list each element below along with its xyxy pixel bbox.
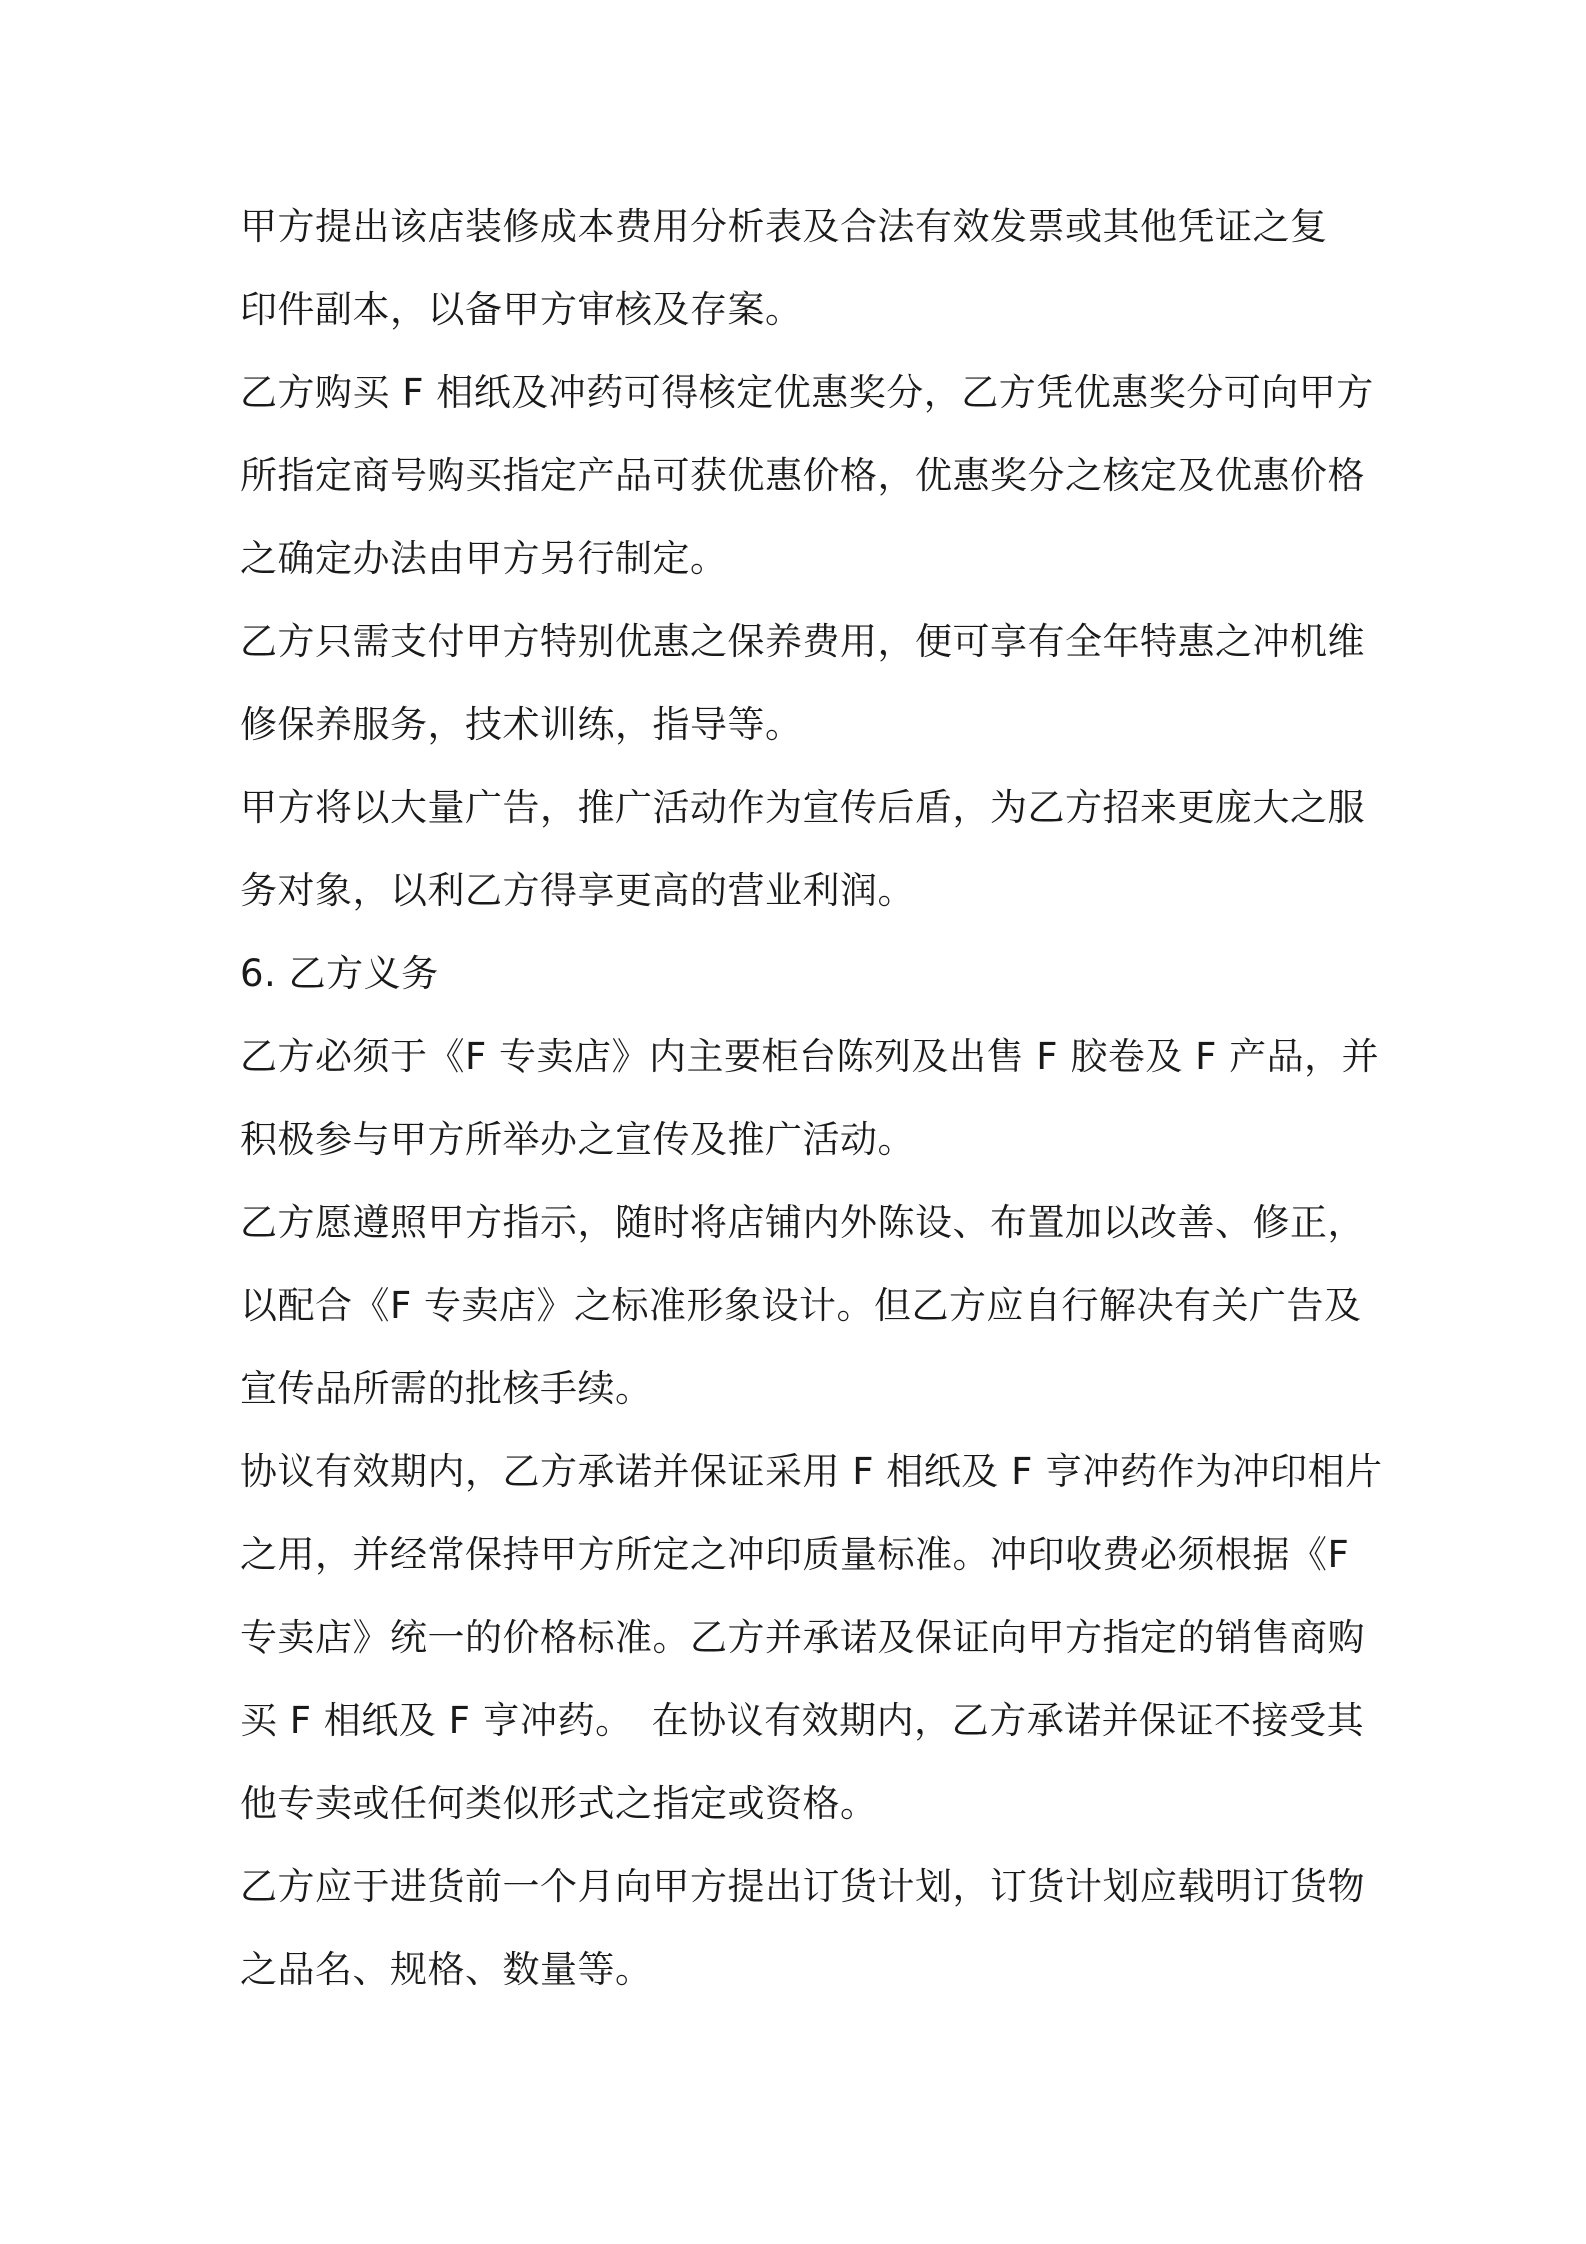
text-line: 乙方必须于《F 专卖店》内主要柜台陈列及出售 F 胶卷及 F 产品，并 <box>240 1035 1380 1078</box>
text-line: 乙方应于进货前一个月向甲方提出订货计划，订货计划应载明订货物 <box>240 1865 1365 1908</box>
text-line: 之确定办法由甲方另行制定。 <box>240 537 728 580</box>
text-line: 所指定商号购买指定产品可获优惠价格，优惠奖分之核定及优惠价格 <box>240 454 1365 497</box>
text-line: 专卖店》统一的价格标准。乙方并承诺及保证向甲方指定的销售商购 <box>240 1616 1365 1659</box>
paragraph <box>240 185 1360 351</box>
text-line: 宣传品所需的批核手续。 <box>240 1367 653 1410</box>
paragraph <box>240 1845 1365 2011</box>
paragraph <box>240 1015 1380 1181</box>
text-line: 之用，并经常保持甲方所定之冲印质量标准。冲印收费必须根据《F <box>240 1533 1350 1576</box>
text-line: 修保养服务，技术训练，指导等。 <box>240 703 803 746</box>
text-line: 以配合《F 专卖店》之标准形象设计。但乙方应自行解决有关广告及 <box>240 1284 1362 1327</box>
text-line: 协议有效期内，乙方承诺并保证采用 F 相纸及 F 亨冲药作为冲印相片 <box>240 1450 1383 1493</box>
text-line: 他专卖或任何类似形式之指定或资格。 <box>240 1782 878 1825</box>
text-line: 6. 乙方义务 <box>240 952 439 995</box>
document-page <box>240 185 1383 2011</box>
paragraph <box>240 766 1365 932</box>
text-line: 买 F 相纸及 F 亨冲药。 在协议有效期内，乙方承诺并保证不接受其 <box>240 1699 1365 1742</box>
paragraph <box>240 1181 1365 1430</box>
text-line: 积极参与甲方所举办之宣传及推广活动。 <box>240 1118 915 1161</box>
text-line: 务对象，以利乙方得享更高的营业利润。 <box>240 869 915 912</box>
paragraph <box>240 932 1360 1015</box>
text-line: 乙方只需支付甲方特别优惠之保养费用，便可享有全年特惠之冲机维 <box>240 620 1365 663</box>
text-line: 印件副本，以备甲方审核及存案。 <box>240 288 803 331</box>
paragraph <box>240 1430 1383 1845</box>
text-line: 乙方愿遵照甲方指示，随时将店铺内外陈设、布置加以改善、修正， <box>240 1201 1365 1244</box>
text-line: 甲方将以大量广告，推广活动作为宣传后盾，为乙方招来更庞大之服 <box>240 786 1365 829</box>
text-line: 之品名、规格、数量等。 <box>240 1948 653 1991</box>
text-line: 甲方提出该店装修成本费用分析表及合法有效发票或其他凭证之复 <box>240 205 1328 248</box>
text-line: 乙方购买 F 相纸及冲药可得核定优惠奖分，乙方凭优惠奖分可向甲方 <box>240 371 1374 414</box>
paragraph <box>240 600 1365 766</box>
paragraph <box>240 351 1374 600</box>
